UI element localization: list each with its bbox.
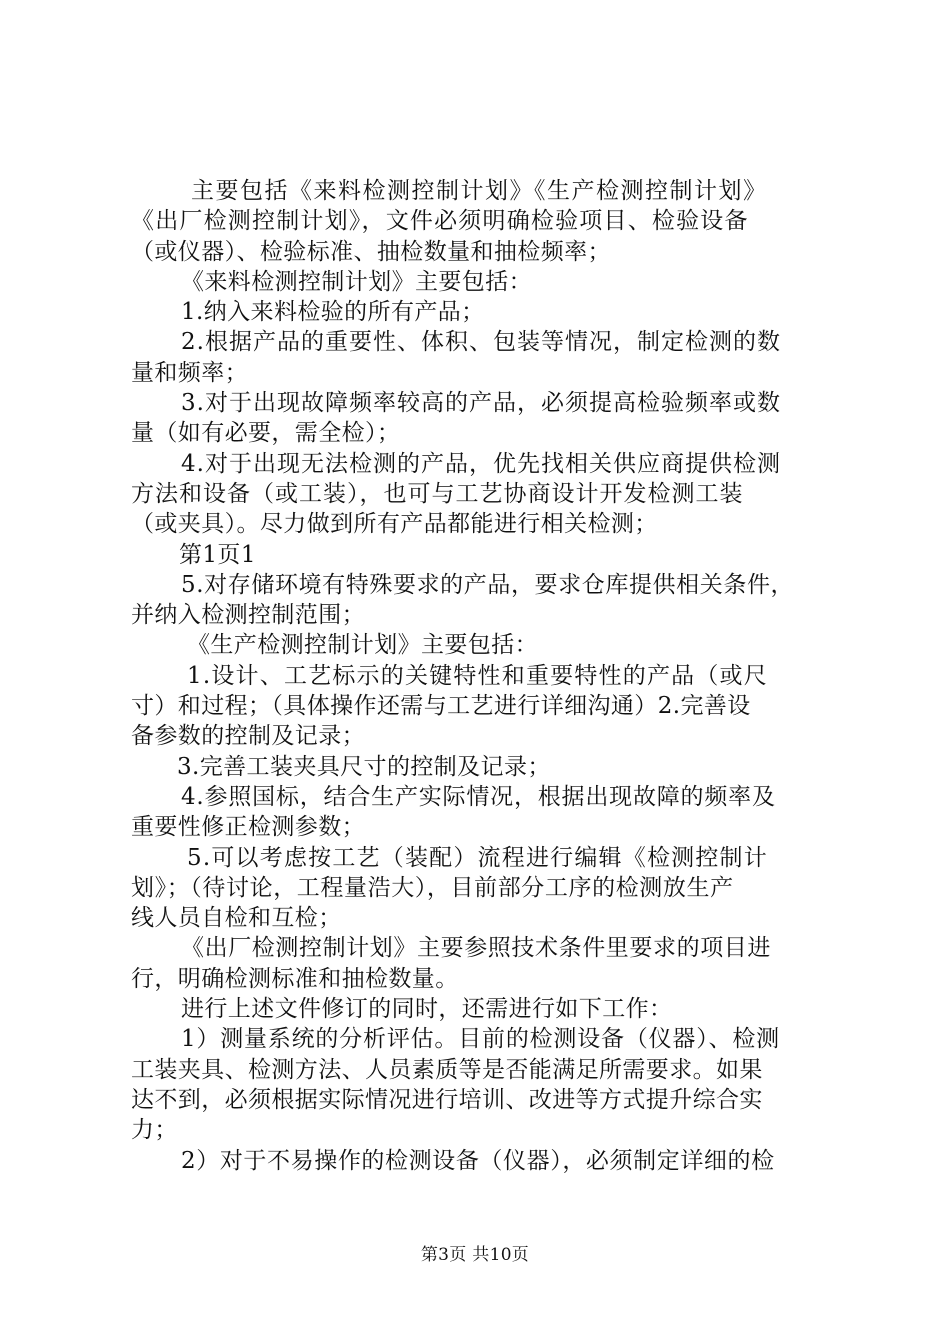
text-line: 3.对于出现故障频率较高的产品，必须提高检验频率或数: [181, 390, 781, 417]
text-line: 3.完善工装夹具尺寸的控制及记录；: [177, 753, 551, 780]
text-line: 1）测量系统的分析评估。目前的检测设备（仪器）、检测: [181, 1026, 780, 1053]
text-line: （或仪器）、检验标准、抽检数量和抽检频率；: [131, 238, 611, 265]
text-line: 工装夹具、检测方法、人员素质等是否能满足所需要求。如果: [131, 1056, 763, 1083]
text-line: 《出厂检测控制计划》主要参照技术条件里要求的项目进: [181, 935, 771, 962]
text-line: 力；: [131, 1117, 178, 1144]
text-line: 方法和设备（或工装），也可与工艺协商设计开发检测工装: [131, 480, 744, 507]
text-line: 量和频率；: [131, 359, 248, 386]
text-line: 主要包括《来料检测控制计划》《生产检测控制计划》: [191, 178, 768, 204]
text-line: 2）对于不易操作的检测设备（仪器），必须制定详细的检: [181, 1147, 775, 1174]
text-line: 《生产检测控制计划》主要包括：: [187, 632, 538, 659]
text-line: 达不到，必须根据实际情况进行培训、改进等方式提升综合实: [131, 1086, 763, 1113]
text-line: 划》；（待讨论，工程量浩大），目前部分工序的检测放生产: [131, 874, 734, 901]
text-line: 《出厂检测控制计划》，文件必须明确检验项目、检验设备: [131, 208, 749, 235]
text-line: 1.纳入来料检验的所有产品；: [181, 299, 485, 326]
text-line: 行，明确检测标准和抽检数量。: [131, 965, 459, 992]
text-line: 重要性修正检测参数；: [131, 814, 365, 841]
text-line: 1.设计、工艺标示的关键特性和重要特性的产品（或尺: [187, 662, 768, 689]
text-line: 5.对存储环境有特殊要求的产品，要求仓库提供相关条件，: [181, 571, 795, 598]
text-line: 寸）和过程；（具体操作还需与工艺进行详细沟通）2.完善设: [131, 693, 751, 720]
text-line: （或夹具）。尽力做到所有产品都能进行相关检测；: [131, 511, 658, 538]
text-line: 2.根据产品的重要性、体积、包装等情况，制定检测的数: [181, 329, 781, 356]
text-line: 《来料检测控制计划》主要包括：: [181, 268, 532, 295]
text-line: 4.对于出现无法检测的产品，优先找相关供应商提供检测: [181, 450, 781, 477]
text-line: 进行上述文件修订的同时，还需进行如下工作：: [181, 996, 673, 1023]
text-line: 量（如有必要，需全检）；: [131, 420, 401, 447]
text-line: 第1页1: [179, 541, 256, 568]
body-text: [131, 176, 839, 1176]
text-line: 线人员自检和互检；: [131, 905, 342, 932]
text-line: 4.参照国标，结合生产实际情况，根据出现故障的频率及: [181, 783, 776, 810]
text-line: 5.可以考虑按工艺（装配）流程进行编辑《检测控制计: [187, 844, 768, 871]
page-footer: 第3页 共10页: [420, 1245, 530, 1265]
text-line: 备参数的控制及记录；: [131, 723, 365, 750]
text-line: 并纳入检测控制范围；: [131, 602, 365, 629]
